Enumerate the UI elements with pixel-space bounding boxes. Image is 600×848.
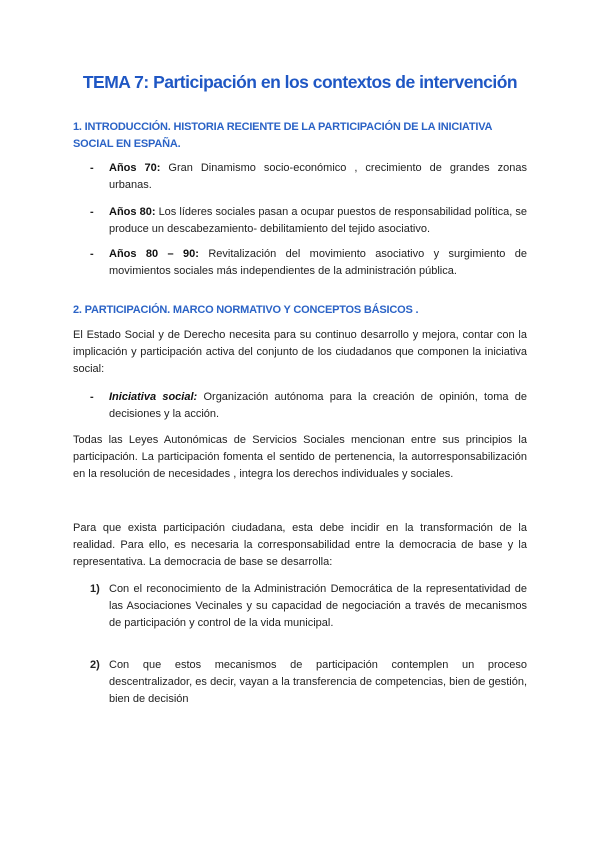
item-number: 1) bbox=[90, 583, 100, 595]
bullet-lead: Iniciativa social: bbox=[109, 391, 198, 403]
numbered-item bbox=[90, 657, 527, 708]
bullet-dash: - bbox=[90, 248, 94, 260]
bullet-dash: - bbox=[90, 206, 94, 218]
bullet-item bbox=[90, 246, 527, 280]
page-title: TEMA 7: Participación en los contextos de intervención bbox=[82, 72, 518, 92]
bullet-item bbox=[90, 204, 527, 238]
section-1-heading: 1. INTRODUCCIÓN. HISTORIA RECIENTE DE LA PARTICIPACIÓN DE LA INICIATIVA SOCIAL EN ESPAÑA. bbox=[73, 121, 492, 150]
bullet-item bbox=[90, 160, 527, 194]
numbered-item bbox=[90, 581, 527, 632]
item-text: Con que estos mecanismos de participación contemplen un proceso descentralizador, es decir, vayan a la transferencia de competencias, bien de gestión, bien de decisión bbox=[109, 659, 527, 705]
bullet-text: Los líderes sociales pasan a ocupar puestos de responsabilidad política, se produce un descabezamiento- debilitamiento del tejido asociativo. bbox=[109, 206, 527, 235]
paragraph: Todas las Leyes Autonómicas de Servicios Sociales mencionan entre sus principios la participación. La participación fomenta el sentido de pertenencia, la autorresponsabilización en la resolución de necesidades , integra los derechos individuales y sociales. bbox=[73, 434, 527, 480]
bullet-text: Gran Dinamismo socio-económico , crecimiento de grandes zonas urbanas. bbox=[109, 162, 527, 191]
paragraph: El Estado Social y de Derecho necesita para su continuo desarrollo y mejora, contar con la implicación y participación activa del conjunto de los ciudadanos que componen la iniciativa social: bbox=[73, 329, 527, 375]
item-text: Con el reconocimiento de la Administración Democrática de la representatividad de las Asociaciones Vecinales y su capacidad de negociación a través de mecanismos de participación y control de la vida municipal. bbox=[109, 583, 527, 629]
bullet-item bbox=[90, 389, 527, 423]
section-2-heading: 2. PARTICIPACIÓN. MARCO NORMATIVO Y CONCEPTOS BÁSICOS . bbox=[73, 304, 419, 316]
bullet-lead: Años 70: bbox=[109, 162, 161, 174]
bullet-text: Revitalización del movimiento asociativo y surgimiento de movimientos sociales más independientes de la administración pública. bbox=[109, 248, 527, 277]
paragraph: Para que exista participación ciudadana, esta debe incidir en la transformación de la realidad. Para ello, es necesaria la corresponsabilidad entre la democracia de base y la representativa. La democracia de base se desarrolla: bbox=[73, 522, 527, 568]
bullet-lead: Años 80 – 90: bbox=[109, 248, 199, 260]
bullet-dash: - bbox=[90, 162, 94, 174]
item-number: 2) bbox=[90, 659, 100, 671]
bullet-dash: - bbox=[90, 391, 94, 403]
bullet-text: Organización autónoma para la creación de opinión, toma de decisiones y la acción. bbox=[109, 391, 528, 420]
bullet-lead: Años 80: bbox=[109, 206, 156, 218]
